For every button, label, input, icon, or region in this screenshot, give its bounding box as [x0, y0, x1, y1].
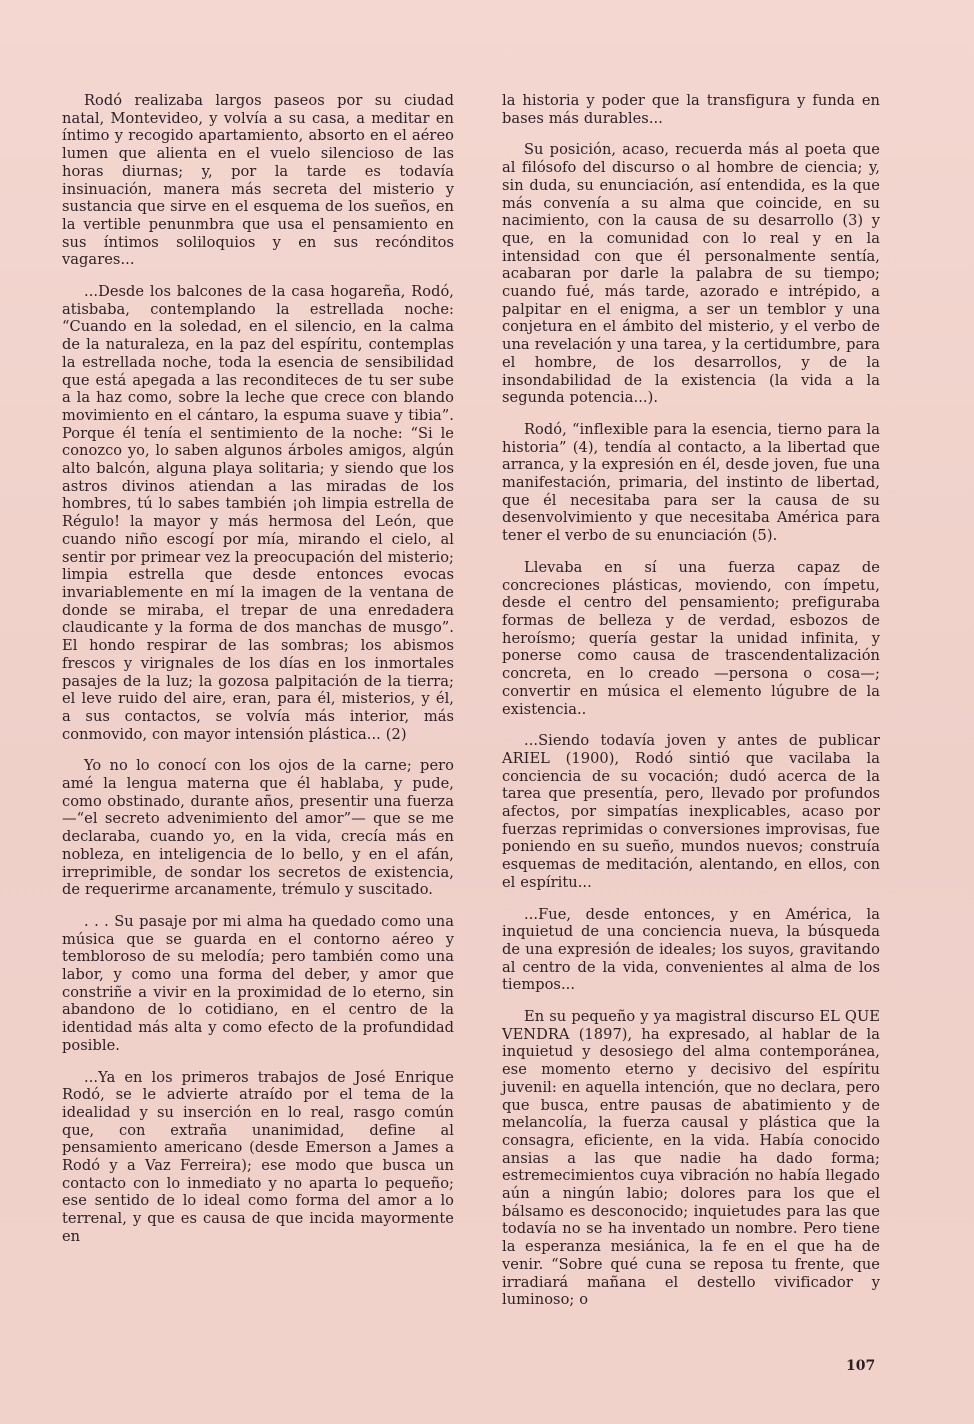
paragraph: ...Ya en los primeros trabajos de José Enrique Rodó, se le advierte atraído por el tema de la idealidad y su inserción en lo real, rasgo común que, con extraña unanimidad, define al pensamiento americano (desde Emerson a James a Rodó y a Vaz Ferreira); ese modo que busca un contacto con lo inmediato y no aparta lo pequeño; ese sentido de lo ideal como forma del amor a lo terrenal, y que es causa de que incida mayormente en — [62, 1068, 454, 1245]
right-column — [502, 92, 880, 1323]
paragraph: En su pequeño y ya magistral discurso EL QUE VENDRA (1897), ha expresado, al hablar de la inquietud y desosiego del alma contemporánea, ese momento eterno y decisivo del espíritu juvenil: en aquella intención, que no declara, pero que busca, entre pausas de abatimiento y de melancolía, la fuerza causal y plástica que la consagra, eficiente, en la vida. Había conocido ansias a las que nadie ha dado forma; estremecimientos cuya vibración no había llegado aún a ningún labio; dolores para los que el bálsamo es desconocido; inquietudes para las que todavía no se ha inventado un nombre. Pero tiene la esperanza mesiánica, la fe en el que ha de venir. “Sobre qué cuna se reposa tu frente, que irradiará mañana el destello vivificador y luminoso; o — [502, 1008, 880, 1309]
paragraph: ...Siendo todavía joven y antes de publicar ARIEL (1900), Rodó sintió que vacilaba la conciencia de su vocación; dudó acerca de la tarea que presentía, pero, llevado por profundos afectos, por simpatías inexplicables, acaso por fuerzas reprimidas o conversiones improvisas, fue poniendo en su sueño, mundos nuevos; construía esquemas de meditación, alentando, en ellos, con el espíritu... — [502, 732, 880, 891]
page-number: 107 — [846, 1358, 876, 1374]
paragraph: . . . Su pasaje por mi alma ha quedado como una música que se guarda en el contorno aéreo y tembloroso de su melodía; pero también como una labor, y como una forma del deber, y amor que constriñe a vivir en la proximidad de lo eterno, sin abandono de lo cotidiano, en el centro de la identidad más alta y como efecto de la profundidad posible. — [62, 912, 454, 1054]
paragraph: Rodó realizaba largos paseos por su ciudad natal, Montevideo, y volvía a su casa, a meditar en íntimo y recogido apartamiento, absorto en el aéreo lumen que alienta en el vuelo silencioso de las horas diurnas; y, por la tarde es todavía insinuación, manera más secreta del misterio y sustancia que sirve en el esquema de los sueños, en la vertible penunmbra que usa el pensamiento en sus íntimos soliloquios y en sus recónditos vagares... — [62, 92, 454, 269]
paragraph: Su posición, acaso, recuerda más al poeta que al filósofo del discurso o al hombre de ciencia; y, sin duda, su enunciación, así entendida, es la que más convenía a su alma que coincide, en su nacimiento, con la causa de su desarrollo (3) y que, en la comunidad con lo real y en la intensidad con que él personalmente sentía, acabaran por darle la palabra de su tiempo; cuando fué, más tarde, azorado e intrépido, a palpitar en el enigma, a ser un temblor y una conjetura en el ámbito del misterio, y el verbo de una revelación y una tarea, y la certidumbre, para el hombre, de los desarrollos, y de la insondabilidad de la existencia (la vida a la segunda potencia...). — [502, 141, 880, 407]
paragraph: ...Desde los balcones de la casa hogareña, Rodó, atisbaba, contemplando la estrellada noche: “Cuando en la soledad, en el silencio, en la calma de la naturaleza, en la paz del espíritu, contemplas la estrellada noche, toda la esencia de sensibilidad que está apegada a las reconditeces de tu ser sube a la haz como, sobre la leche que crece con blando movimiento en el cántaro, la espuma suave y tibia”. Porque él tenía el sentimiento de la noche: “Si le conozco yo, lo saben algunos árboles amigos, algún alto balcón, alguna playa solitaria; y siendo que los astros divinos atiendan a las miradas de los hombres, tú lo sabes también ¡oh limpia estrella de Régulo! la mayor y más hermosa del León, que cuando niño escogí por mía, mirando el cielo, al sentir por primear vez la preocupación del misterio; limpia estrella que desde entonces evocas invariablemente en mí la imagen de la ventana de donde se miraba, el trepar de una enredadera claudicante y la forma de dos manchas de musgo”. El hondo respirar de las sombras; los abismos frescos y virignales de los días en los inmortales pasajes de la luz; la gozosa palpitación de la tierra; el leve ruido del aire, eran, para él, misterios, y él, a sus contactos, se volvía más interior, más conmovido, con mayor intensión plástica... (2) — [62, 283, 454, 743]
paragraph: Rodó, “inflexible para la esencia, tierno para la historia” (4), tendía al contacto, a la libertad que arranca, y la expresión en él, desde joven, fue una manifestación, primaria, del instinto de libertad, que él necesitaba para ser la causa de su desenvolvimiento y que necesitaba América para tener el verbo de su enunciación (5). — [502, 420, 880, 545]
paragraph: la historia y poder que la transfigura y funda en bases más durables... — [502, 92, 880, 127]
paragraph: Llevaba en sí una fuerza capaz de concreciones plásticas, moviendo, con ímpetu, desde el centro del pensamiento; prefiguraba formas de belleza y de verdad, esbozos de heroísmo; quería gestar la unidad infinita, y ponerse como causa de trascendentalización concreta, en lo creado —persona o cosa—; convertir en música el elemento lúgubre de la existencia.. — [502, 558, 880, 718]
paragraph: ...Fue, desde entonces, y en América, la inquietud de una conciencia nueva, la búsqueda de una expresión de ideales; los suyos, gravitando al centro de la vida, convenientes al alma de los tiempos... — [502, 905, 880, 994]
paragraph: Yo no lo conocí con los ojos de la carne; pero amé la lengua materna que él hablaba, y pude, como obstinado, durante años, presentir una fuerza —“el secreto advenimiento del amor”— que se me declaraba, cuando yo, en la vida, crecía más en nobleza, en inteligencia de lo bello, y en el afán, irreprimible, de sondar los secretos de existencia, de requerirme arcanamente, trémulo y suscitado. — [62, 757, 454, 899]
left-column — [62, 92, 454, 1260]
